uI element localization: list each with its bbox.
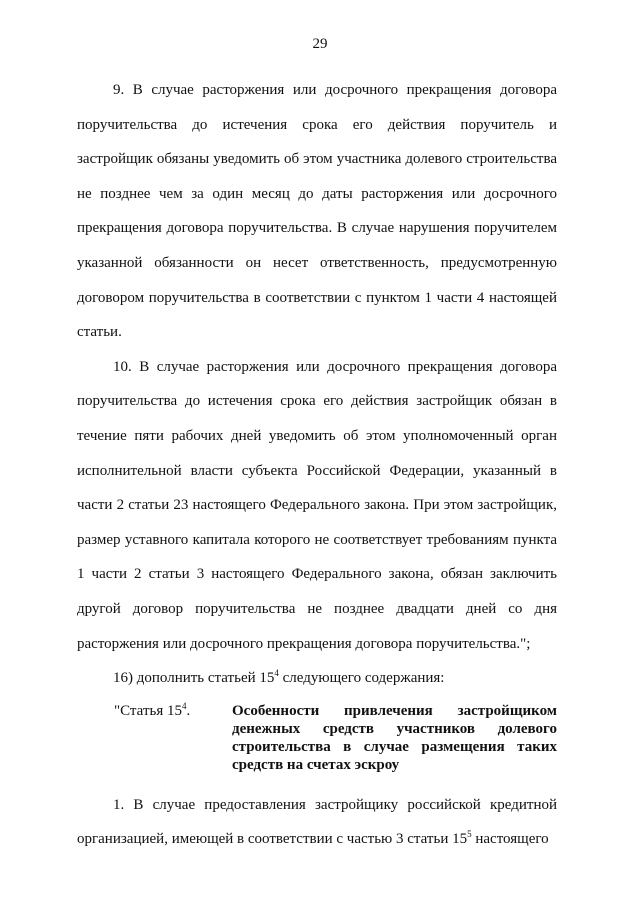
- article-label: [77, 702, 226, 774]
- article-label-text: "Статья 15: [114, 702, 182, 719]
- paragraph-1-text-end: настоящего: [471, 831, 549, 848]
- paragraph-16-superscript: 4: [274, 668, 279, 679]
- paragraph-10: 10. В случае расторжения или досрочного прекращения договора поручительства до истечения срока его действия застройщик обязан в течение пяти рабочих дней уведомить об этом уполномоченный орган исполнительной власти субъекта Российской Федерации, указанный в части 2 статьи 23 настоящего Федерального закона. При этом застройщик, размер уставного капитала которого не соответствует требованиям пункта 1 части 2 статьи 3 настоящего Федерального закона, обязан заключить другой договор поручительства не позднее двадцати дней со дня расторжения или досрочного прекращения договора поручительства.";: [77, 358, 557, 652]
- article-heading: [77, 702, 557, 774]
- article-title: Особенности привлечения застройщиком денежных средств участников долевого строительства в случае размещения таких средств на счетах эскроу: [232, 702, 557, 773]
- paragraph-16: [77, 661, 557, 696]
- paragraph-1: [77, 788, 557, 857]
- document-body: [77, 73, 557, 857]
- paragraph-1-text: 1. В случае предоставления застройщику российской кредитной организацией, имеющей в соответствии с частью 3 статьи 15: [77, 796, 557, 848]
- article-label-superscript: 4: [181, 700, 187, 711]
- paragraph-9: 9. В случае расторжения или досрочного прекращения договора поручительства до истечения срока его действия поручитель и застройщик обязаны уведомить об этом участника долевого строительства не позднее чем за один месяц до даты расторжения или досрочного прекращения договора поручительства. В случае нарушения поручителем указанной обязанности он несет ответственность, предусмотренную договором поручительства в соответствии с пунктом 1 части 4 настоящей статьи.: [77, 82, 557, 341]
- paragraph-1-superscript: 5: [467, 829, 472, 840]
- paragraph-16-text-end: следующего содержания:: [278, 670, 445, 687]
- paragraph-16-text: 16) дополнить статьей 15: [113, 670, 275, 687]
- page-number: 29: [312, 36, 328, 52]
- article-label-dot: .: [186, 702, 191, 719]
